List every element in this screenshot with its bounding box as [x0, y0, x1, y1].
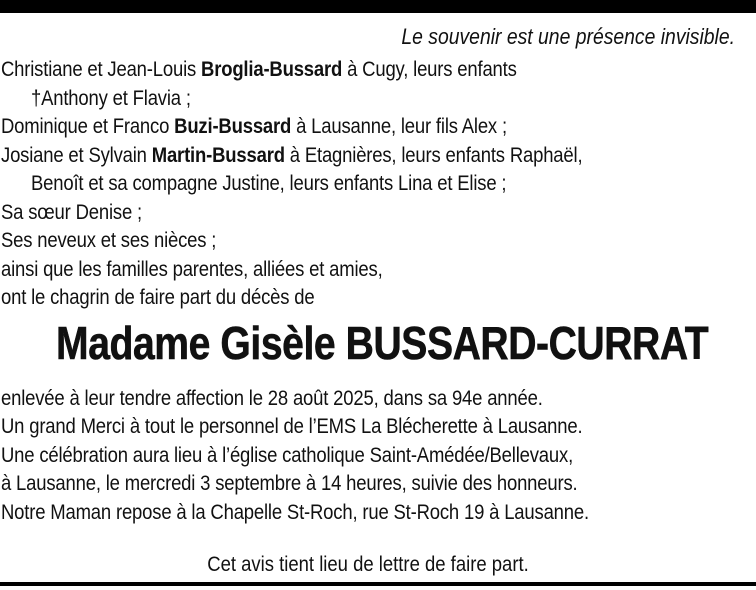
- family-line: [31, 170, 651, 199]
- detail-line: Notre Maman repose à la Chapelle St-Roch, rue St-Roch 19 à Lausanne.: [1, 500, 589, 524]
- family-line-text: à Cugy, leurs enfants: [342, 58, 517, 81]
- family-line-text: †Anthony et Flavia ;: [31, 86, 191, 110]
- bottom-border-bar: [0, 582, 756, 586]
- family-name-bold: Broglia-Bussard: [201, 58, 343, 81]
- family-line-text: Christiane et Jean-Louis: [1, 58, 202, 81]
- family-name-bold: Buzi-Bussard: [174, 115, 292, 138]
- detail-line: Une célébration aura lieu à l’église catholique Saint-Amédée/Bellevaux,: [1, 443, 574, 467]
- epigraph-quote: Le souvenir est une présence invisible.: [401, 24, 735, 49]
- detail-line: enlevée à leur tendre affection le 28 août 2025, dans sa 94e année.: [1, 386, 543, 410]
- family-line-text: ont le chagrin de faire part du décès de: [1, 286, 315, 309]
- family-line: [1, 142, 647, 171]
- family-line-text: Josiane et Sylvain: [1, 143, 152, 167]
- detail-line: Un grand Merci à tout le personnel de l’EMS La Blécherette à Lausanne.: [1, 415, 583, 438]
- family-line: [31, 85, 651, 114]
- family-line: [1, 256, 647, 285]
- family-line-text: Ses neveux et ses nièces ;: [1, 229, 217, 252]
- family-line: [1, 199, 647, 228]
- closing-statement: Cet avis tient lieu de lettre de faire part.: [207, 553, 529, 576]
- family-line-text: à Etagnières, leurs enfants Raphaël,: [284, 143, 583, 167]
- family-line-text: Benoît et sa compagne Justine, leurs enfants Lina et Elise ;: [31, 172, 507, 195]
- family-line-text: Dominique et Franco: [1, 115, 175, 138]
- family-line-text: à Lausanne, leur fils Alex ;: [291, 115, 507, 138]
- family-line: [1, 113, 647, 142]
- top-border-bar: [0, 0, 756, 13]
- family-name-bold: Martin-Bussard: [151, 143, 285, 167]
- notice-content: [0, 13, 756, 577]
- family-line: [1, 227, 647, 256]
- family-line: [1, 284, 647, 313]
- family-line-text: Sa sœur Denise ;: [1, 200, 142, 224]
- family-line-text: ainsi que les familles parentes, alliées et amies,: [1, 257, 383, 281]
- deceased-name-title: Madame Gisèle BUSSARD-CURRAT: [56, 316, 709, 369]
- detail-line: à Lausanne, le mercredi 3 septembre à 14 heures, suivie des honneurs.: [1, 472, 578, 495]
- family-line: [1, 56, 647, 85]
